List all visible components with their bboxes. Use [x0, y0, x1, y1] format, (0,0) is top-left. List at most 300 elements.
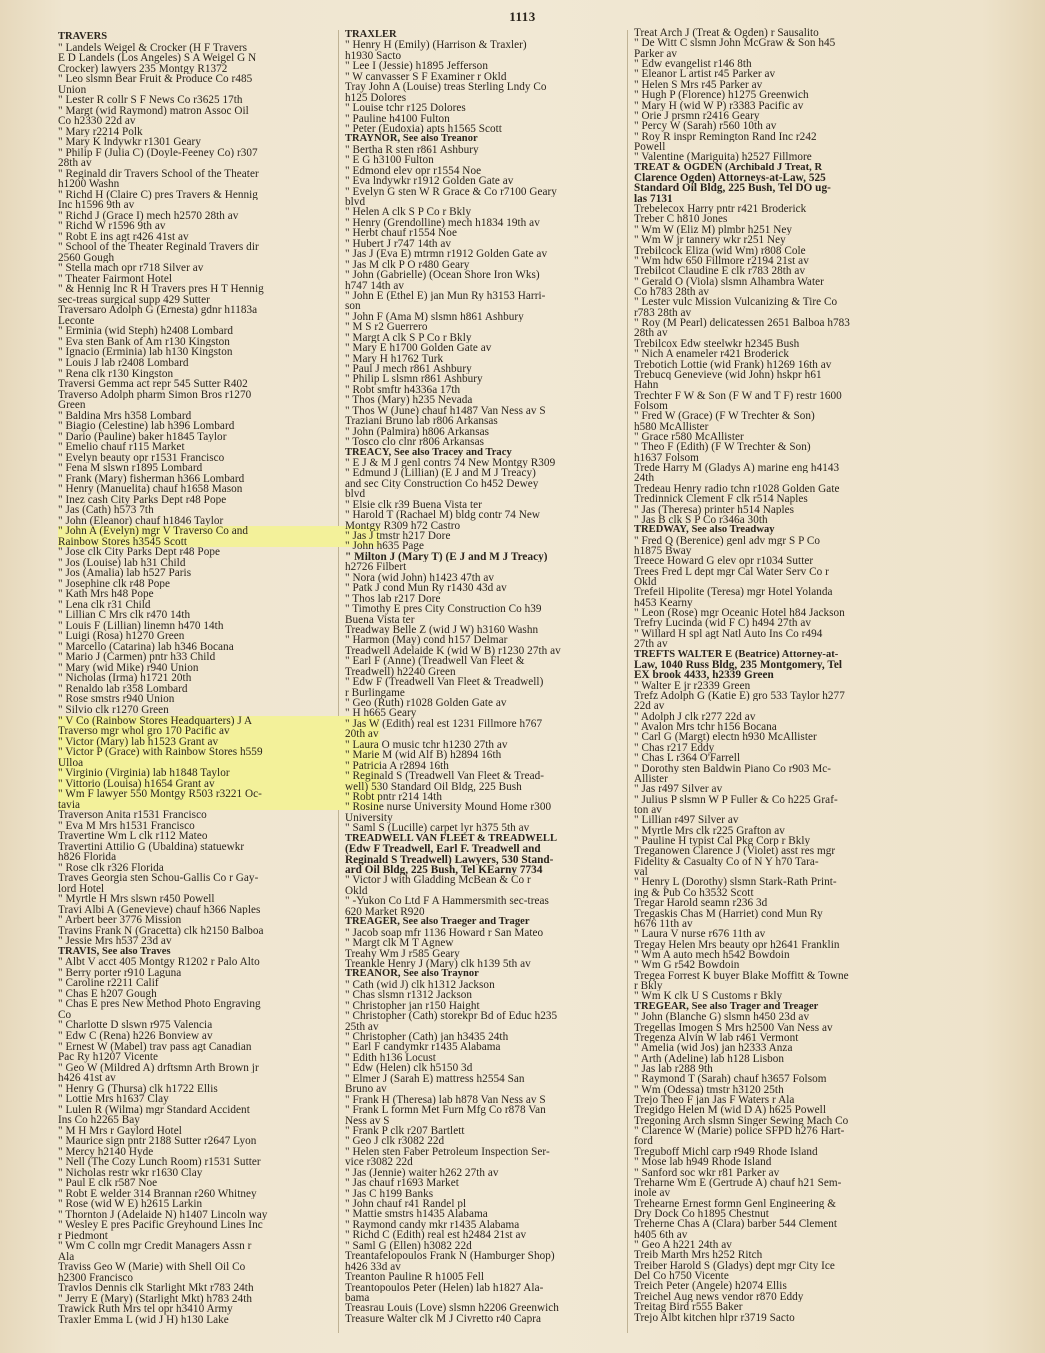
directory-entry: Treguboff Michl carp r949 Rhode Island [634, 1146, 818, 1158]
directory-entry: Okld [634, 577, 657, 588]
directory-entry: " Thornton J (Adelaide N) h1407 Lincoln way [58, 1209, 268, 1221]
directory-entry: " Lena clk r31 Child [58, 599, 151, 611]
directory-entry: ford [634, 1136, 653, 1147]
directory-entry: r Piedmont [58, 1230, 108, 1242]
page-number: 1113 [509, 9, 536, 24]
directory-entry: " John (Gabrielle) (Ocean Shore Iron Wks) [345, 270, 540, 281]
directory-entry: " Milton J (Mary T) (E J and M J Treacy) [345, 551, 548, 563]
directory-entry: Fidelity & Casualty Co of N Y h70 Tara- [634, 856, 819, 868]
directory-entry: " Geo A h221 24th av [634, 1240, 732, 1251]
directory-entry: " John (Eleanor) chauf h1846 Taylor [58, 515, 224, 527]
directory-entry: " Bertha R sten r861 Ashbury [345, 144, 479, 156]
directory-entry: Tregenza Alvin W lab r461 Vermont [634, 1032, 799, 1044]
directory-entry: Tredeau Henry radio tchn r1028 Golden Gate [634, 483, 840, 495]
directory-entry: " Maurice sign pntr 2188 Sutter r2647 Lyon [58, 1136, 257, 1147]
directory-entry: Parker av [634, 48, 678, 60]
directory-entry: " Jas W (Edith) real est 1231 Fillmore h767 [345, 718, 543, 730]
directory-entry: well) 530 Standard Oil Bldg, 225 Bush [345, 781, 522, 792]
directory-entry: " Mary E h1700 Golden Gate av [345, 343, 492, 354]
directory-entry: Trawick Ruth Mrs tel opr h3410 Army [58, 1304, 233, 1315]
directory-entry: " V Co (Rainbow Stores Headquarters) J A [58, 716, 380, 727]
directory-entry: " John F (Ama M) slsmn h861 Ashbury [345, 311, 524, 323]
directory-entry: " Grace r580 McAllister [634, 432, 744, 443]
directory-entry: " Myrtle H Mrs slswn r450 Powell [58, 894, 215, 905]
directory-entry: " Clarence W (Marie) police SFPD h276 Hart- [634, 1126, 845, 1137]
directory-entry: Trees Fred L dept mgr Cal Water Serv Co r [634, 566, 829, 578]
directory-entry: " Frank L formn Met Furn Mfg Co r878 Van [345, 1105, 546, 1116]
directory-entry: " Margt clk M T Agnew [345, 938, 454, 949]
directory-entry: " Eva sten Bank of Am r130 Kingston [58, 336, 230, 348]
directory-entry: " Henry L (Dorothy) slsmn Stark-Rath Print- [634, 877, 837, 888]
directory-entry: " Mary H h1762 Turk [345, 353, 444, 364]
directory-entry: " Helen S Mrs r45 Parker av [634, 79, 763, 91]
directory-entry: " Rosine nurse University Mound Home r300 [345, 802, 552, 813]
directory-entry: Tredinnick Clement F clk r514 Naples [634, 494, 808, 505]
directory-entry: " Saml G (Ellen) h3082 22d [345, 1240, 472, 1252]
directory-entry: " Jas (Theresa) printer h514 Naples [634, 504, 795, 515]
directory-entry: " Jessie Mrs h537 23d av [58, 936, 172, 947]
directory-entry: " Fred Q (Berenice) genl adv mgr S P Co [634, 535, 820, 546]
directory-entry: " Jas J tmstr h217 Dore [345, 531, 451, 542]
directory-heading: TREADWELL VAN FLEET & TREADWELL [345, 833, 558, 844]
directory-entry: " Biagio (Celestine) lab h396 Lombard [58, 421, 235, 432]
directory-entry: Tregoning Arch slsmn Singer Sewing Mach Co [634, 1115, 849, 1127]
directory-entry: Treiber Harold S (Gladys) dept mgr City Ice [634, 1260, 835, 1272]
directory-entry: ing & Pub Co h3532 Scott [634, 887, 754, 899]
directory-entry: " Valentine (Mariguita) h2527 Fillmore [634, 152, 812, 163]
directory-entry: " Dorothy sten Baldwin Piano Co r903 Mc- [634, 763, 832, 774]
directory-entry: 28th av [634, 328, 668, 339]
directory-entry: ard Oil Bldg, 225 Bush, Tel KEarny 7734 [345, 865, 543, 876]
directory-entry: " Sanford soc wkr r81 Parker av [634, 1167, 780, 1178]
directory-entry: Treantafelopoulos Frank N (Hamburger Shop) [345, 1251, 555, 1262]
directory-entry: " Harmon (May) cond h157 Delmar [345, 635, 508, 646]
directory-entry: " Wm W (Eliz M) plmbr h251 Ney [634, 224, 793, 236]
column-left [58, 32, 380, 1327]
directory-entry: EX brook 4433, h2339 Green [634, 670, 774, 681]
directory-entry: " Henry (Manuelita) chauf h1658 Mason [58, 484, 243, 495]
directory-entry: " Herbt chauf r1554 Noe [345, 228, 457, 239]
directory-entry: Traversi Gemma act repr 545 Sutter R402 [58, 379, 248, 390]
directory-entry: Trebilcot Claudine E clk r783 28th av [634, 266, 806, 277]
directory-entry: " Jacob soap mfr 1136 Howard r San Mateo [345, 927, 544, 939]
directory-entry: las 7131 [634, 193, 673, 205]
directory-entry: Bruno av [345, 1084, 387, 1095]
directory-entry: r783 28th av [634, 307, 692, 319]
directory-entry: Treherne Chas A (Clara) barber 544 Clement [634, 1219, 838, 1230]
directory-entry: " Thos lab r217 Dore [345, 593, 441, 605]
directory-entry: Folsom [634, 400, 668, 412]
directory-entry: " Elsie clk r39 Buena Vista ter [345, 499, 482, 511]
directory-entry: " Wm K clk U S Customs r Bkly [634, 991, 783, 1002]
directory-entry: " Chas E h207 Gough [58, 988, 157, 1000]
directory-entry: " Virginio (Virginia) lab h1848 Taylor [58, 768, 380, 779]
directory-heading: TREANOR, See also Traynor [345, 969, 479, 980]
directory-entry: " Mary H (wid W P) r3383 Pacific av [634, 100, 804, 111]
directory-entry: " Hugh P (Florence) h1275 Greenwich [634, 90, 809, 101]
directory-entry: " Victor (Mary) lab h1523 Grant av [58, 737, 380, 748]
directory-entry: " Marie M (wid Alf B) h2894 16th [345, 750, 502, 761]
directory-entry: " Adolph J clk r277 22d av [634, 711, 756, 723]
directory-entry: Trechter F W & Son (F W and T F) restr 1600 [634, 390, 842, 401]
directory-entry: " Edmond elev opr r1554 Noe [345, 165, 482, 177]
directory-entry: " Jas B clk S P Co r346a 30th [634, 514, 768, 526]
directory-entry: " Marcello (Catarina) lab h346 Bocana [58, 641, 234, 653]
directory-entry: Co h783 28th av [634, 286, 710, 298]
directory-entry: Union [58, 84, 87, 96]
directory-entry: val [634, 867, 648, 878]
column-middle [345, 30, 667, 1325]
directory-entry: " Reginald dir Travers School of the Theater [58, 168, 259, 180]
directory-entry: " School of the Theater Reginald Travers dir [58, 242, 259, 253]
directory-entry: Trefeil Hipolite (Teresa) mgr Hotel Yolanda [634, 587, 833, 598]
directory-entry: h426 41st av [58, 1073, 116, 1084]
directory-entry: " Cath (wid J) clk h1312 Jackson [345, 979, 495, 991]
directory-entry: Tregay Helen Mrs beauty opr h2641 Franklin [634, 939, 840, 950]
directory-heading: TREFTS WALTER E (Beatrice) Attorney-at- [634, 649, 839, 660]
directory-entry: " Patricia A r2894 16th [345, 760, 449, 772]
directory-entry: Trebotich Lottie (wid Frank) h1269 16th av [634, 359, 832, 370]
directory-entry: " Wm A auto mech h542 Bowdoin [634, 949, 790, 961]
directory-entry: " Edith h136 Locust [345, 1052, 436, 1064]
directory-entry: " Wm F lawyer 550 Montgy R503 r3221 Oc- [58, 789, 380, 800]
directory-entry: " Jas (Jennie) waiter h262 27th av [345, 1167, 499, 1179]
directory-entry: 24th [634, 473, 655, 484]
directory-entry: " Robt pntr r214 14th [345, 791, 442, 803]
directory-entry: " Orie J prsmn r2416 Geary [634, 110, 760, 122]
directory-entry: (Edw F Treadwell, Earl F. Treadwell and [345, 844, 541, 855]
directory-entry: " Jas lab r288 9th [634, 1063, 713, 1075]
directory-heading: TRAVIS, See also Traves [58, 946, 171, 957]
directory-entry: inole av [634, 1188, 671, 1199]
directory-entry: " Jas chauf r1693 Market [345, 1178, 459, 1189]
directory-entry: h426 33d av [345, 1261, 401, 1273]
directory-entry: " Lester vulc Mission Vulcanizing & Tire Co [634, 297, 838, 308]
directory-entry: " Mattie smstrs h1435 Alabama [345, 1209, 488, 1220]
directory-heading: TREDWAY, See also Treadway [634, 525, 775, 536]
directory-entry: h1875 Bway [634, 545, 692, 557]
directory-entry: Treasure Walter clk M J Civretto r40 Capra [345, 1313, 542, 1325]
directory-heading: TRAYNOR, See also Treanor [345, 134, 478, 145]
directory-entry: " Vittorio (Louisa) h1654 Grant av [58, 779, 380, 790]
directory-entry: and sec City Construction Co h452 Dewey [345, 478, 539, 490]
directory-entry: Treharne Wm E (Gertrude A) chauf h21 Sem- [634, 1177, 842, 1189]
directory-entry: " Dario (Pauline) baker h1845 Taylor [58, 431, 227, 443]
directory-entry: Okld [345, 885, 368, 897]
column-right [634, 28, 929, 1323]
directory-entry: Treat Arch J (Treat & Ogden) r Sausalito [634, 28, 819, 39]
directory-entry: Treib Marth Mrs h252 Ritch [634, 1250, 763, 1261]
directory-entry: " John (Palmira) h806 Arkansas [345, 426, 490, 438]
directory-entry: " Philip L slsmn r861 Ashbury [345, 374, 483, 385]
directory-entry: " Richd W r1596 9th av [58, 221, 166, 232]
directory-entry: 20th av [345, 729, 379, 740]
directory-entry: " Erminia (wid Steph) h2408 Lombard [58, 326, 234, 337]
directory-entry: Traxler Emma L (wid J H) h130 Lake [58, 1314, 229, 1326]
directory-entry: " Chas r217 Eddy [634, 742, 715, 754]
directory-entry: " Rose smstrs r940 Union [58, 694, 175, 705]
directory-entry: " Laura O music tchr h1230 27th av [345, 739, 508, 751]
directory-entry: " John (Blanche G) slsmn h450 23d av [634, 1012, 810, 1023]
directory-entry: " Rena clk r130 Kingston [58, 368, 174, 379]
directory-entry: " Richd C (Edith) real est h2484 21st av [345, 1230, 527, 1241]
directory-entry: " John h635 Page [345, 541, 425, 552]
directory-entry: Tregea Forrest K buyer Blake Moffitt & Towne [634, 970, 849, 982]
directory-entry: " Walter E jr r2339 Green [634, 680, 751, 691]
directory-entry: 28th av [58, 158, 92, 169]
directory-entry: Treadway Belle Z (wid J W) h3160 Washn [345, 624, 539, 636]
directory-entry: tavia [58, 800, 380, 811]
directory-entry: " Edw evangelist r146 8th [634, 59, 752, 70]
directory-entry: " Edw C (Rena) h226 Bonview av [58, 1030, 213, 1042]
directory-entry: " Frank (Mary) fisherman h366 Lombard [58, 473, 245, 485]
directory-entry: Tray John A (Louise) treas Sterling Lndy Co [345, 82, 547, 93]
directory-entry: Travins Frank N (Gracetta) clk h2150 Balboa [58, 925, 264, 937]
directory-entry: " Geo J clk r3082 22d [345, 1136, 445, 1147]
directory-entry: " Eva M Mrs h1531 Francisco [58, 820, 195, 832]
directory-entry: Tregar Harold seamn r236 3d [634, 898, 768, 909]
directory-entry: " Ignacio (Erminia) lab h130 Kingston [58, 347, 233, 358]
directory-entry: Treadwell) h2240 Green [345, 666, 456, 678]
directory-entry: 620 Market R920 [345, 906, 425, 918]
directory-entry: " Chas E pres New Method Photo Engraving [58, 999, 261, 1010]
directory-entry: " Gerald O (Viola) slsmn Alhambra Water [634, 276, 824, 287]
directory-entry: Montgy R309 h72 Castro [345, 520, 461, 531]
directory-entry: " Leon (Rose) mgr Oceanic Hotel h84 Jackson [634, 608, 845, 619]
directory-entry: Rainbow Stores h3545 Scott [58, 537, 380, 548]
directory-entry: h1200 Washn [58, 179, 120, 190]
directory-entry: " Helen sten Faber Petroleum Inspection Ser- [345, 1146, 550, 1158]
directory-entry: Tregidgo Helen M (wid D A) h625 Powell [634, 1105, 826, 1116]
directory-entry: " Willard H spl agt Natl Auto Ins Co r494 [634, 628, 823, 640]
directory-entry: " Harold T (Rachael M) bldg contr 74 New [345, 510, 541, 521]
directory-heading: TREGEAR, See also Trager and Treager [634, 1001, 819, 1012]
directory-entry: " Rose (wid W E) h2615 Larkin [58, 1199, 203, 1210]
directory-entry: " Saml S (Lucille) carpet lyr h375 5th av [345, 823, 530, 834]
directory-entry: " W canvasser S F Examiner r Okld [345, 71, 507, 83]
directory-entry: " Caroline r2211 Calif [58, 978, 159, 989]
directory-entry: " Leo slsmn Bear Fruit & Produce Co r485 [58, 74, 253, 85]
directory-entry: " Percy W (Sarah) r560 10th av [634, 121, 777, 132]
directory-entry: Trebucq Genevieve (wid John) hskpr h61 [634, 369, 822, 381]
directory-entry: Trebilcock Eliza (wid Wm) r808 Cole [634, 245, 806, 256]
directory-entry: h1930 Sacto [345, 50, 402, 62]
directory-entry: son [345, 301, 361, 312]
directory-entry: " Mercy h2140 Hyde [58, 1146, 154, 1158]
directory-entry: Trehearne Ernest formn Genl Engineering & [634, 1198, 837, 1209]
directory-entry: " Mary (wid Mike) r940 Union [58, 662, 199, 674]
directory-entry: " Josephine clk r48 Pope [58, 578, 171, 590]
directory-entry: Treganowen Clarence J (Violet) asst res mgr [634, 846, 836, 857]
directory-entry: " Landels Weigel & Crocker (H F Travers [58, 42, 248, 54]
directory-entry: " -Yukon Co Ltd F A Hammersmith sec-treas [345, 896, 549, 907]
directory-entry: " Edw F (Treadwell Van Fleet & Treadwell) [345, 677, 544, 688]
directory-entry: lord Hotel [58, 883, 105, 895]
directory-entry: " Jose clk City Parks Dept r48 Pope [58, 547, 220, 558]
directory-entry: " Louise tchr r125 Dolores [345, 103, 466, 114]
directory-entry: " John chauf r41 Randel pl [345, 1199, 467, 1210]
directory-entry: 22d av [634, 701, 665, 712]
directory-entry: Treber C h810 Jones [634, 214, 728, 225]
directory-entry: " Jerry E (Mary) (Starlight Mkt) h783 24th [58, 1293, 253, 1305]
directory-entry: " Chas slsmn r1312 Jackson [345, 990, 473, 1001]
directory-entry: " Julius P slsmn W P Fuller & Co h225 Graf- [634, 794, 838, 805]
directory-entry: " Jos (Amalia) lab h527 Paris [58, 568, 192, 579]
directory-heading: TREACY, See also Tracey and Tracy [345, 447, 512, 458]
directory-entry: " Richd H (Claire C) pres Travers & Hennig [58, 189, 258, 201]
directory-entry: blvd [345, 197, 366, 208]
directory-heading: TRAXLER [345, 30, 397, 40]
directory-entry: " Christopher (Cath) storekpr Bd of Educ h235 [345, 1011, 558, 1022]
directory-entry: " Jas C h199 Banks [345, 1188, 434, 1199]
directory-entry: Treantopoulos Peter (Helen) lab h1827 Ala- [345, 1282, 544, 1293]
directory-entry: " Jas J (Eva E) mtrmn r1912 Golden Gate av [345, 249, 548, 260]
directory-entry: Buena Vista ter [345, 614, 415, 625]
directory-entry: Tregaskis Chas M (Harriet) cond Mun Ry [634, 908, 823, 919]
directory-entry: Powell [634, 141, 666, 153]
directory-entry: Travertine Wm L clk r112 Mateo [58, 831, 208, 842]
directory-entry: " Rose clk r326 Florida [58, 862, 164, 874]
directory-entry: h1637 Folsom [634, 452, 699, 464]
directory-entry: " Robt E ins agt r426 41st av [58, 231, 189, 243]
directory-entry: Trefry Lucinda (wid F C) h494 27th av [634, 618, 811, 629]
directory-entry: " Raymond T (Sarah) chauf h3657 Folsom [634, 1074, 827, 1085]
directory-entry: " Christopher (Cath) jan h3435 24th [345, 1032, 509, 1043]
directory-entry: Standard Oil Bldg, 225 Bush, Tel DO ug- [634, 183, 831, 194]
directory-entry: Ness av S [345, 1115, 390, 1126]
directory-entry: " Elmer J (Sarah E) mattress h2554 San [345, 1073, 525, 1085]
directory-heading: TREAGER, See also Traeger and Trager [345, 917, 530, 928]
directory-entry: h676 11th av [634, 918, 693, 930]
directory-entry: Travertini Attilio G (Ubaldina) statuewkr [58, 841, 245, 853]
directory-entry: Treankle Henry J (Mary) clk h139 5th av [345, 958, 531, 970]
directory-entry: " Wm W jr tannery wkr r251 Ney [634, 235, 786, 246]
directory-entry: Trebelecox Harry pntr r421 Broderick [634, 204, 807, 215]
directory-entry: " Paul J mech r861 Ashbury [345, 364, 472, 375]
directory-entry: " Nich A enameler r421 Broderick [634, 349, 789, 360]
directory-entry: " Theater Fairmont Hotel [58, 273, 172, 285]
directory-entry: " Patk J cond Mun Ry r1430 43d av [345, 583, 507, 594]
directory-entry: " Robt smftr h4336a 17th [345, 384, 461, 396]
directory-entry: " Eleanor L artist r45 Parker av [634, 69, 776, 80]
directory-entry: Law, 1040 Russ Bldg, 235 Montgomery, Tel [634, 659, 843, 671]
directory-entry: sec-treas surgical supp 429 Sutter [58, 294, 210, 306]
directory-entry: " Richd J (Grace I) mech h2570 28th av [58, 210, 239, 222]
directory-entry: " Thos (Mary) h235 Nevada [345, 395, 473, 406]
directory-entry: " Lottie Mrs h1637 Clay [58, 1094, 169, 1105]
directory-heading: TREAT & OGDEN (Archibald J Treat, R [634, 162, 823, 173]
directory-entry: " Peter (Eudoxia) apts h1565 Scott [345, 123, 502, 135]
directory-entry: " Thos W (June) chauf h1487 Van Ness av S [345, 405, 546, 417]
directory-entry: " Wm G r542 Bowdoin [634, 960, 740, 971]
directory-entry: " Louis J lab r2408 Lombard [58, 357, 189, 369]
directory-entry: " Jas M clk P O r480 Geary [345, 259, 470, 271]
directory-entry: " Mary K lndywkr r1301 Geary [58, 137, 201, 148]
directory-entry: " Pauline H typist Cal Pkg Corp r Bkly [634, 836, 811, 847]
directory-entry: " Paul E clk r587 Noe [58, 1178, 158, 1189]
directory-entry: " Jas r497 Silver av [634, 784, 723, 795]
directory-entry: r Bkly [634, 981, 663, 992]
directory-entry: " Tosco clo clnr r806 Arkansas [345, 437, 484, 448]
directory-entry: " De Witt C slsmn John McGraw & Son h45 [634, 38, 836, 49]
directory-entry: Treahy Wm J r585 Geary [345, 948, 460, 959]
directory-entry: 25th av [345, 1021, 379, 1032]
directory-entry: " Nell (The Cozy Lunch Room) r1531 Sutter [58, 1157, 261, 1168]
directory-entry: " Earl F candymkr r1435 Alabama [345, 1042, 501, 1053]
directory-entry: Travi Albi A (Genevieve) chauf h366 Naples [58, 904, 261, 916]
directory-entry: " Henry (Grendolline) mech h1834 19th av [345, 217, 540, 229]
directory-entry: " Frank H (Theresa) lab h878 Van Ness av S [345, 1094, 546, 1106]
directory-entry: " Wm hdw 650 Fillmore r2194 21st av [634, 255, 809, 267]
directory-entry: " Carl G (Margt) electn h930 McAllister [634, 732, 817, 743]
directory-entry: Traverson Anita r1531 Francisco [58, 810, 207, 821]
directory-entry: " Stella mach opr r718 Silver av [58, 263, 204, 274]
directory-entry: h2300 Francisco [58, 1272, 134, 1284]
directory-entry: Co h2330 22d av [58, 116, 136, 127]
directory-entry: Traverso Adolph pharm Simon Bros r1270 [58, 389, 252, 401]
directory-entry: h580 McAllister [634, 421, 709, 433]
directory-entry: " Henry G (Thursa) clk h1722 Ellis [58, 1083, 218, 1095]
directory-entry: Treadwell Adelaide K (wid W B) r1230 27th av [345, 645, 561, 657]
directory-entry: " Renaldo lab r358 Lombard [58, 683, 188, 695]
directory-entry: Green [58, 400, 86, 411]
directory-entry: " Baldina Mrs h358 Lombard [58, 410, 192, 422]
directory-entry: Trejo Theo F jan Jas F Waters r Ala [634, 1095, 795, 1106]
directory-entry: " Lillian r497 Silver av [634, 815, 739, 826]
directory-entry: Del Co h750 Vicente [634, 1271, 729, 1282]
directory-entry: vice r3082 22d [345, 1157, 413, 1168]
directory-entry: Leconte [58, 315, 95, 327]
directory-entry: " Christopher jan r150 Haight [345, 1000, 480, 1012]
directory-entry: " H h665 Geary [345, 708, 417, 719]
directory-entry: " Silvio clk r1270 Green [58, 705, 169, 716]
directory-entry: " M S r2 Guerrero [345, 322, 428, 333]
directory-entry: Treichel Aug news vendor r870 Eddy [634, 1291, 804, 1303]
directory-entry: " & Hennig Inc R H Travers pres H T Hennig [58, 284, 264, 295]
directory-entry: Trefz Adolph G (Katie E) gro 533 Taylor h277 [634, 691, 845, 702]
directory-entry: 2560 Gough [58, 252, 115, 264]
directory-entry: Traverso mgr whol gro 170 Pacific av [58, 726, 380, 737]
directory-entry: Trebilcox Edw steelwkr h2345 Bush [634, 338, 800, 350]
directory-entry: " Geo W (Mildred A) drftsmn Arth Brown jr [58, 1062, 259, 1074]
directory-entry: Reginald S Treadwell) Lawyers, 530 Stand- [345, 854, 554, 865]
directory-entry: Allister [634, 773, 668, 785]
directory-entry: " E J & M J genl contrs 74 New Montgy R309 [345, 457, 556, 469]
directory-entry: " Timothy E pres City Construction Co h39 [345, 604, 542, 615]
directory-entry: " John A (Evelyn) mgr V Traverso Co and [58, 526, 380, 537]
directory-entry: " M H Mrs r Gaylord Hotel [58, 1125, 182, 1137]
directory-entry: " Jas (Cath) h573 7th [58, 505, 154, 516]
directory-entry: Ins Co h2265 Bay [58, 1115, 140, 1126]
directory-entry: " Raymond candy mkr r1435 Alabama [345, 1219, 520, 1231]
directory-entry: Traves Georgia sten Schou-Gallis Co r Gay- [58, 873, 259, 884]
directory-entry: Traviss Geo W (Marie) with Shell Oil Co [58, 1262, 246, 1273]
directory-entry: " Geo (Ruth) r1028 Golden Gate av [345, 698, 507, 709]
directory-entry: " Mary r2214 Polk [58, 126, 143, 138]
directory-entry: Clarence Ogden) Attorneys-at-Law, 525 [634, 173, 826, 184]
directory-entry: Dry Dock Co h1895 Chestnut [634, 1208, 769, 1220]
directory-entry: " Emelio chauf r115 Market [58, 442, 185, 453]
directory-entry: Traversaro Adolph G (Ernesta) gdnr h1183a [58, 305, 258, 316]
directory-entry: " Inez cash City Parks Dept r48 Pope [58, 494, 227, 506]
directory-entry: " Roy R inspr Remington Rand Inc r242 [634, 131, 817, 142]
directory-heading: TRAVERS [58, 32, 108, 42]
directory-entry: Treasrau Louis (Love) slsmn h2206 Greenwich [345, 1303, 559, 1314]
directory-entry: Traziani Bruno lab r806 Arkansas [345, 416, 498, 427]
directory-entry: " Evelyn G sten W R Grace & Co r7100 Geary [345, 186, 557, 197]
directory-entry: " Fred W (Grace) (F W Trechter & Son) [634, 411, 815, 422]
directory-entry: " Victor P (Grace) with Rainbow Stores h559 [58, 747, 380, 758]
